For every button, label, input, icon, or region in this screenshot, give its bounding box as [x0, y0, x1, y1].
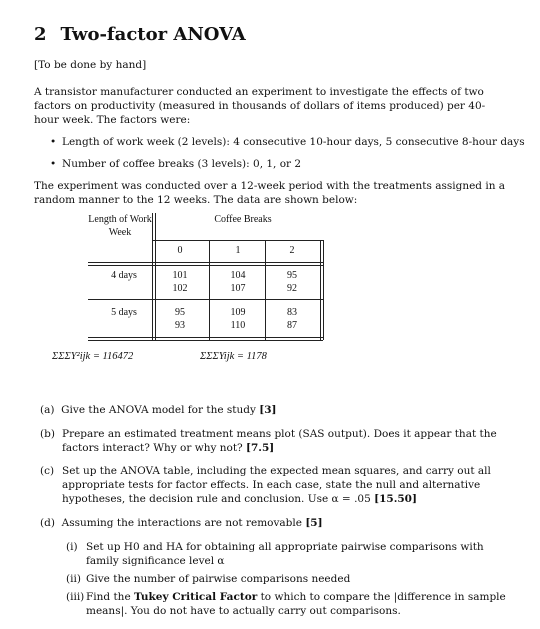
bullet-dot-icon: • — [50, 136, 57, 148]
row-label: 5 days — [111, 307, 137, 318]
table-cell: 109 110 — [230, 307, 246, 331]
column-header: Coffee Breaks — [214, 214, 272, 225]
section-title — [34, 24, 246, 45]
design-paragraph: The experiment was conducted over a 12-week period with the treatments assigned in a random manner to the 12 weeks. The data are shown below: — [34, 180, 506, 206]
sum-of-squares: ΣΣΣY²ijk = 116472 — [52, 351, 134, 362]
grand-total: ΣΣΣYijk = 1178 — [200, 351, 267, 362]
table-divider — [320, 240, 324, 340]
table-divider — [88, 299, 323, 300]
table-cell: 101 102 — [172, 270, 188, 294]
section-note: [To be done by hand] — [34, 59, 147, 71]
bullet-dot-icon: • — [50, 158, 57, 170]
table-divider — [152, 213, 156, 340]
table-divider — [88, 262, 323, 266]
column-label: 0 — [177, 245, 183, 256]
table-cell: 95 93 — [175, 307, 185, 331]
column-label: 2 — [289, 245, 295, 256]
question-c: (c) Set up the ANOVA table, including the expected mean squares, and carry out all appropriate tests for factor effects. In each case, state the null and alternative hypotheses, the decision rule and conclusion. Use α = .05 [15.50] — [40, 465, 491, 505]
row-label: 4 days — [111, 270, 137, 281]
table-cell: 95 92 — [287, 270, 297, 294]
bullet-text: Length of work week (2 levels): 4 consecutive 10-hour days, 5 consecutive 8-hour days — [62, 136, 525, 148]
section-title-text: Two-factor ANOVA — [60, 24, 246, 45]
subquestion-i: (i) Set up H0 and HA for obtaining all appropriate pairwise comparisons with family significance level α — [66, 541, 484, 567]
subquestion-ii: (ii) Give the number of pairwise comparisons needed — [66, 573, 351, 585]
bullet-item — [50, 157, 301, 171]
table-divider — [152, 240, 323, 241]
question-b: (b) Prepare an estimated treatment means plot (SAS output). Does it appear that the factors interact? Why or why not? [7.5] — [40, 428, 497, 454]
question-a: (a) Give the ANOVA model for the study [3] — [40, 404, 277, 416]
bullet-item — [50, 135, 525, 149]
intro-paragraph: A transistor manufacturer conducted an experiment to investigate the effects of two factors on productivity (measured in thousands of dollars of items produced) per 40-hour week. The factors were: — [34, 86, 486, 126]
table-divider — [265, 240, 266, 340]
table-divider — [209, 240, 210, 340]
bullet-text: Number of coffee breaks (3 levels): 0, 1, or 2 — [62, 158, 302, 170]
row-header: Length of Work Week — [88, 214, 152, 238]
question-d: (d) Assuming the interactions are not removable [5] — [40, 517, 323, 529]
table-cell: 83 87 — [287, 307, 297, 331]
table-cell: 104 107 — [230, 270, 246, 294]
section-number: 2 — [34, 24, 47, 45]
subquestion-iii: (iii) Find the Tukey Critical Factor to which to compare the |difference in sample means|. You do not have to actually carry out comparisons. — [66, 591, 506, 617]
column-label: 1 — [235, 245, 241, 256]
table-divider — [88, 337, 323, 341]
